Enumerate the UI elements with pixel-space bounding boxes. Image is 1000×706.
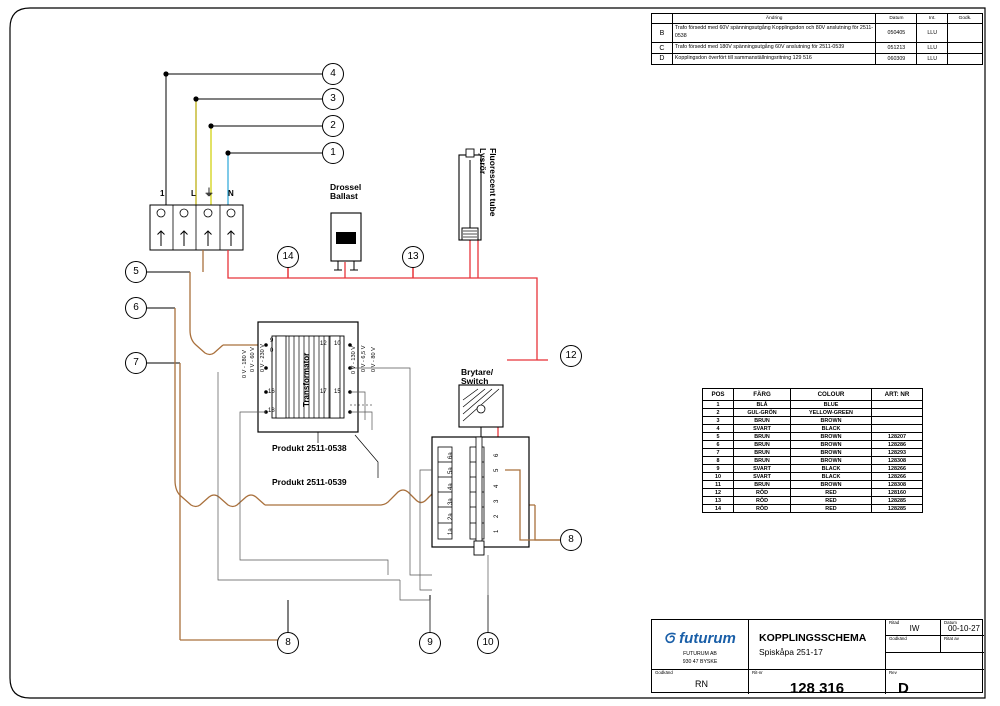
label-terminal-L: L xyxy=(191,189,196,198)
rev-header-letter xyxy=(652,14,673,24)
table-row xyxy=(703,465,923,473)
label-trafo-pin-0: 0 xyxy=(270,348,274,354)
rev-godk xyxy=(948,54,983,65)
label-trafo-pin-10: 10 xyxy=(334,341,341,347)
label-contact-4a: 4a xyxy=(448,483,454,490)
color-pos: 13 xyxy=(703,497,734,505)
label-produkt-2511-0539: Produkt 2511-0539 xyxy=(272,477,347,487)
label-contact-2a: 2a xyxy=(448,513,454,520)
color-farg: BRUN xyxy=(734,449,791,457)
page-title: KOPPLINGSSCHEMA xyxy=(759,632,867,644)
rev-label: Rev xyxy=(889,670,897,675)
color-colour: RED xyxy=(791,505,872,513)
table-row xyxy=(703,433,923,441)
ritat-av-box xyxy=(941,636,984,653)
balloon-10[interactable]: 10 xyxy=(477,632,499,654)
label-contact-3: 3 xyxy=(494,499,500,503)
label-contact-5a: 5a xyxy=(448,467,454,474)
balloon-5[interactable]: 5 xyxy=(125,261,147,283)
rev-int: LLU xyxy=(917,24,948,43)
color-art xyxy=(872,409,923,417)
table-row xyxy=(703,505,923,513)
table-row xyxy=(703,401,923,409)
table-row xyxy=(703,425,923,433)
label-trafo-tap-230v: 0 V - 230 V xyxy=(260,344,266,372)
rev-date: 051213 xyxy=(876,43,917,54)
balloon-12[interactable]: 12 xyxy=(560,345,582,367)
table-row xyxy=(703,457,923,465)
table-row xyxy=(703,473,923,481)
table-row xyxy=(703,449,923,457)
switch-contact-block xyxy=(432,437,529,555)
color-art xyxy=(872,417,923,425)
label-contact-1a: 1a xyxy=(448,528,454,535)
label-brytare: Brytare/ xyxy=(461,367,494,377)
left-signal-lines xyxy=(147,272,190,363)
color-farg: BRUN xyxy=(734,433,791,441)
label-produkt-2511-0538: Produkt 2511-0538 xyxy=(272,443,347,453)
label-trafo-pin-15: 15 xyxy=(334,389,341,395)
color-farg: RÖD xyxy=(734,497,791,505)
label-trafo-pin-9: 9 xyxy=(270,338,274,344)
ritad-label: Ritad xyxy=(889,620,900,625)
color-header-art: ART: NR xyxy=(872,389,923,401)
color-art xyxy=(872,425,923,433)
color-farg: SVART xyxy=(734,473,791,481)
label-fluorescent-tube: Fluorescent tube xyxy=(488,148,498,217)
table-row xyxy=(703,489,923,497)
label-trafo-pin-16: 16 xyxy=(268,389,275,395)
rev-desc: Trafo försedd med 180V spänningsutgång 60V anslutning för 2511-0539 xyxy=(672,43,876,54)
color-pos: 12 xyxy=(703,489,734,497)
datum-value: 00-10-27 xyxy=(947,624,981,633)
color-farg: BRUN xyxy=(734,481,791,489)
color-pos: 14 xyxy=(703,505,734,513)
drawing-number-box xyxy=(749,670,886,697)
godkand-box xyxy=(886,636,941,653)
label-trafo-pin-12: 12 xyxy=(320,341,327,347)
balloon-9[interactable]: 9 xyxy=(419,632,441,654)
rev-header-godk: Godk. xyxy=(948,14,983,24)
switch-symbol xyxy=(459,385,503,437)
label-contact-1: 1 xyxy=(494,529,500,533)
rev-date: 050405 xyxy=(876,24,917,43)
godkand-left-box xyxy=(652,670,749,694)
label-contact-5: 5 xyxy=(494,468,500,472)
label-transformator: Transformator xyxy=(302,352,311,407)
ritnr-value: 128 316 xyxy=(789,680,845,697)
table-row xyxy=(703,481,923,489)
rev-header-desc: Ändring xyxy=(672,14,876,24)
rev-value: D xyxy=(898,680,909,697)
color-colour: BROWN xyxy=(791,481,872,489)
rev-letter: B xyxy=(652,24,673,43)
color-colour: RED xyxy=(791,497,872,505)
drawing-title-box xyxy=(749,620,886,670)
ritad-box xyxy=(886,620,941,636)
color-pos: 11 xyxy=(703,481,734,489)
balloon-1[interactable]: 1 xyxy=(322,142,344,164)
label-contact-6: 6 xyxy=(494,453,500,457)
rev-int: LLU xyxy=(917,43,948,54)
table-row xyxy=(703,417,923,425)
table-row xyxy=(703,409,923,417)
datum-box xyxy=(941,620,984,636)
label-contact-2: 2 xyxy=(494,514,500,518)
label-trafo-tap-180v: 0 V - 180 V xyxy=(242,350,248,378)
color-colour: BROWN xyxy=(791,433,872,441)
label-switch: Switch xyxy=(461,376,489,386)
color-pos: 4 xyxy=(703,425,734,433)
color-colour: BROWN xyxy=(791,457,872,465)
label-drossel: Drossel xyxy=(330,182,362,192)
color-pos: 1 xyxy=(703,401,734,409)
color-farg: BRUN xyxy=(734,417,791,425)
ritnr-label: Rit-nr xyxy=(752,670,763,675)
label-trafo-pin-17: 17 xyxy=(320,389,327,395)
label-trafo-tap-65v: 0 V - 6,5 V xyxy=(361,345,367,372)
rev-letter: D xyxy=(652,54,673,65)
label-trafo-tap-60v: 0 V - 60 V xyxy=(250,347,256,372)
rev-letter: C xyxy=(652,43,673,54)
page-subtitle: Spiskåpa 251-17 xyxy=(759,647,823,657)
balloon-7[interactable]: 7 xyxy=(125,352,147,374)
rev-header-int: Int. xyxy=(917,14,948,24)
rev-int: LLU xyxy=(917,54,948,65)
color-farg: GUL-GRÖN xyxy=(734,409,791,417)
company-logo xyxy=(652,630,748,647)
rev-godk xyxy=(948,24,983,43)
label-contact-6a: 6a xyxy=(448,452,454,459)
color-colour: RED xyxy=(791,489,872,497)
table-row xyxy=(703,441,923,449)
color-colour: YELLOW-GREEN xyxy=(791,409,872,417)
color-colour: BROWN xyxy=(791,449,872,457)
color-farg: SVART xyxy=(734,465,791,473)
label-contact-4: 4 xyxy=(494,484,500,488)
color-farg: BLÅ xyxy=(734,401,791,409)
color-farg: BRUN xyxy=(734,441,791,449)
color-colour: BLUE xyxy=(791,401,872,409)
color-pos: 3 xyxy=(703,417,734,425)
balloon-4[interactable]: 4 xyxy=(322,63,344,85)
balloon-14[interactable]: 14 xyxy=(277,246,299,268)
color-art: 128285 xyxy=(872,497,923,505)
balloon-13[interactable]: 13 xyxy=(402,246,424,268)
color-colour: BLACK xyxy=(791,473,872,481)
godkand2-value: RN xyxy=(695,679,708,689)
color-art: 128286 xyxy=(872,441,923,449)
color-farg: RÖD xyxy=(734,505,791,513)
balloon-3[interactable]: 3 xyxy=(322,88,344,110)
rev-header-date: Datum xyxy=(876,14,917,24)
rev-desc: Kopplingsdon överfört till sammanställningsritning 129 516 xyxy=(672,54,876,65)
color-art: 128266 xyxy=(872,473,923,481)
color-art: 128308 xyxy=(872,457,923,465)
color-art: 128160 xyxy=(872,489,923,497)
rev-date: 060309 xyxy=(876,54,917,65)
sheet-border xyxy=(10,8,985,698)
color-pos: 9 xyxy=(703,465,734,473)
table-row xyxy=(703,497,923,505)
color-farg: RÖD xyxy=(734,489,791,497)
color-header-row xyxy=(703,389,923,401)
color-colour: BLACK xyxy=(791,465,872,473)
table-row xyxy=(652,43,983,54)
label-ballast: Ballast xyxy=(330,191,358,201)
table-row xyxy=(652,54,983,65)
color-header-farg: FÄRG xyxy=(734,389,791,401)
balloon-6[interactable]: 6 xyxy=(125,297,147,319)
company-addr-1: FUTURUM AB xyxy=(683,651,717,657)
drawing-rev-box xyxy=(886,670,984,697)
earth-icon: ⏚ xyxy=(204,188,214,199)
color-pos: 7 xyxy=(703,449,734,457)
blank-box xyxy=(886,653,984,670)
revision-table xyxy=(651,13,983,65)
color-pos: 10 xyxy=(703,473,734,481)
color-art: 128308 xyxy=(872,481,923,489)
color-pos: 8 xyxy=(703,457,734,465)
color-art: 128285 xyxy=(872,505,923,513)
color-legend-table xyxy=(702,388,923,513)
label-trafo-tap-130v: 0 V - 130 V xyxy=(351,346,357,374)
terminal-block xyxy=(150,205,243,250)
rev-desc: Trafo försedd med 60V spänningsutgång Kopplingsdon och 80V anslutning för 2511-0538 xyxy=(672,24,876,43)
color-header-colour: COLOUR xyxy=(791,389,872,401)
color-art: 128207 xyxy=(872,433,923,441)
ballast-symbol xyxy=(331,213,361,270)
futurum-swirl-icon xyxy=(664,632,677,645)
label-contact-3a: 3a xyxy=(448,498,454,505)
balloon-2[interactable]: 2 xyxy=(322,115,344,137)
title-block xyxy=(651,619,983,697)
top-signal-lines xyxy=(166,74,322,153)
color-colour: BROWN xyxy=(791,417,872,425)
datum-label: Datum xyxy=(944,620,957,625)
company-logo-box xyxy=(652,620,749,670)
revision-header-row xyxy=(652,14,983,24)
label-lysror: Lysrör xyxy=(478,148,488,175)
balloon-8-right[interactable]: 8 xyxy=(560,529,582,551)
color-art: 128266 xyxy=(872,465,923,473)
color-art: 128293 xyxy=(872,449,923,457)
godkand-label: Godkänd xyxy=(889,636,907,641)
rev-godk xyxy=(948,43,983,54)
label-trafo-tap-80v: 0 V - 80 V xyxy=(371,347,377,372)
color-colour: BROWN xyxy=(791,441,872,449)
color-pos: 2 xyxy=(703,409,734,417)
color-farg: BRUN xyxy=(734,457,791,465)
company-name: futurum xyxy=(679,630,736,647)
color-header-pos: POS xyxy=(703,389,734,401)
color-colour: BLACK xyxy=(791,425,872,433)
color-art xyxy=(872,401,923,409)
table-row xyxy=(652,24,983,43)
ritad-value: IW xyxy=(909,624,920,633)
label-trafo-pin-18: 18 xyxy=(268,408,275,414)
label-terminal-N: N xyxy=(228,189,234,198)
label-terminal-1: 1 xyxy=(160,189,165,198)
color-pos: 5 xyxy=(703,433,734,441)
godkand2-label: Godkänd xyxy=(655,670,673,675)
balloon-8-bottom[interactable]: 8 xyxy=(277,632,299,654)
ritat-av-label: Ritat av xyxy=(944,636,959,641)
company-addr-2: 930 47 BYSKE xyxy=(682,658,718,665)
color-pos: 6 xyxy=(703,441,734,449)
color-farg: SVART xyxy=(734,425,791,433)
